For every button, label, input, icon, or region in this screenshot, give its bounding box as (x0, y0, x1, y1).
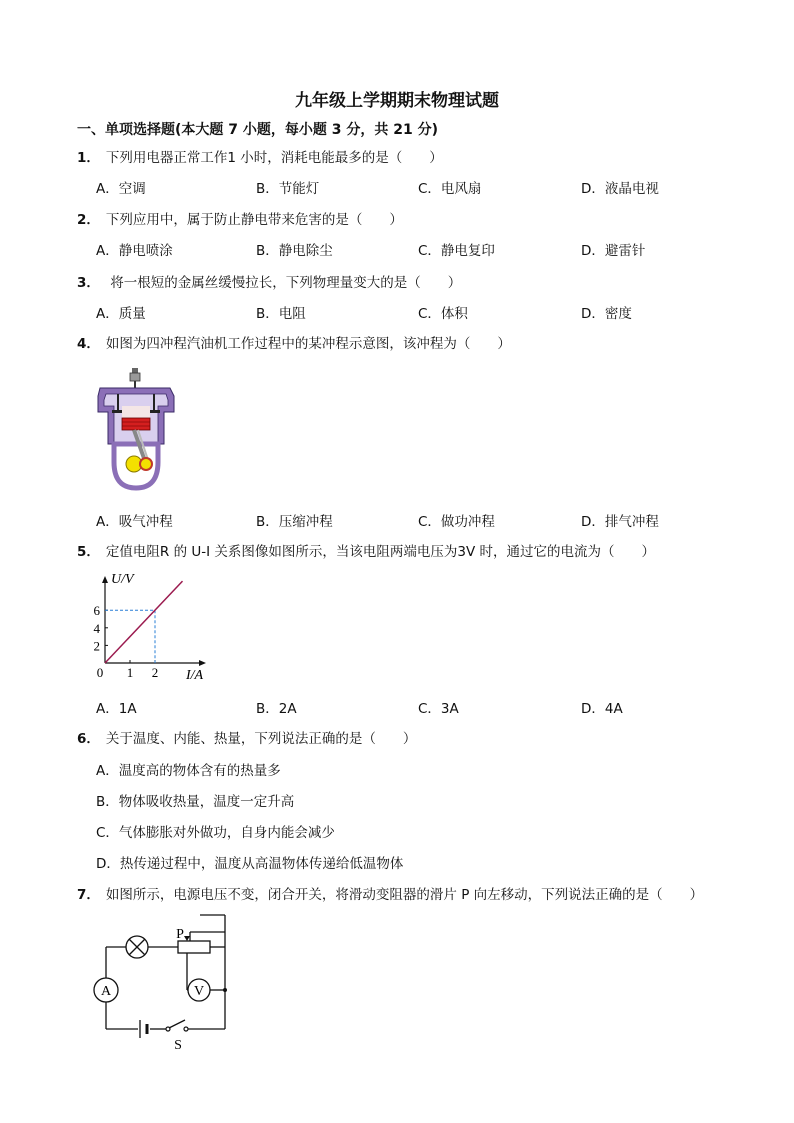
slider-label: P (176, 927, 184, 942)
q1-option-b: B．节能灯 (256, 181, 320, 197)
question-number: 4． (77, 336, 100, 352)
piston (122, 418, 150, 430)
q4-option-c: C．做功冲程 (418, 514, 495, 530)
series-line (105, 581, 183, 663)
spark-plug-body (130, 373, 140, 381)
q3-option-b: B．电阻 (256, 306, 306, 322)
engine-diagram (94, 366, 180, 496)
question-number: 2． (77, 212, 100, 228)
crank-pin (140, 458, 152, 470)
svg-text:A: A (100, 984, 112, 999)
lamp-icon (126, 936, 148, 958)
page-title: 九年级上学期期末物理试题 (295, 91, 499, 111)
question-text: 下列应用中，属于防止静电带来危害的是（ ） (105, 212, 403, 228)
q4-option-b: B．压缩冲程 (256, 514, 333, 530)
y-tick-label: 6 (93, 603, 100, 619)
voltmeter-icon (188, 979, 210, 1001)
section-heading: 一、单项选择题(本大题 7 小题，每小题 3 分，共 21 分) (77, 122, 439, 138)
question-2 (77, 208, 403, 228)
q1-option-a: A．空调 (96, 181, 146, 197)
svg-text:V: V (193, 984, 205, 999)
q2-option-c: C．静电复印 (418, 243, 495, 259)
question-text: 下列用电器正常工作1 小时，消耗电能最多的是（ ） (105, 150, 443, 166)
question-1 (77, 146, 443, 166)
question-number: 3． (77, 275, 100, 291)
question-number: 5． (77, 544, 100, 560)
question-text: 关于温度、内能、热量，下列说法正确的是（ ） (105, 731, 417, 747)
y-tick-label: 4 (93, 620, 100, 636)
question-5 (77, 540, 655, 560)
question-7 (77, 883, 703, 903)
q2-option-a: A．静电喷涂 (96, 243, 173, 259)
q6-option-c: C．气体膨胀对外做功，自身内能会减少 (96, 825, 335, 841)
slider-arrow-icon (184, 936, 190, 941)
question-3 (77, 271, 461, 291)
y-axis-label: U/V (111, 572, 134, 587)
combustion-chamber (122, 406, 150, 418)
question-number: 6． (77, 731, 100, 747)
q5-option-b: B．2A (256, 701, 297, 717)
q2-option-d: D．避雷针 (581, 243, 646, 259)
ui-chart (88, 568, 218, 686)
spark-plug-tip (132, 368, 138, 373)
q5-option-a: A．1A (96, 701, 137, 717)
q3-option-d: D．密度 (581, 306, 632, 322)
q2-option-b: B．静电除尘 (256, 243, 333, 259)
x-axis-arrow (199, 660, 206, 666)
q5-option-c: C．3A (418, 701, 459, 717)
q4-option-a: A．吸气冲程 (96, 514, 173, 530)
q1-option-d: D．液晶电视 (581, 181, 659, 197)
rheostat (178, 941, 210, 953)
y-axis-arrow (102, 576, 108, 583)
switch-label: S (174, 1038, 182, 1050)
q1-option-c: C．电风扇 (418, 181, 482, 197)
switch-icon (166, 1020, 188, 1031)
y-tick-label: 2 (93, 638, 100, 654)
q6-option-a: A．温度高的物体含有的热量多 (96, 763, 281, 779)
question-text: 定值电阻R 的 U-I 关系图像如图所示，当该电阻两端电压为3V 时，通过它的电流为（ ） (105, 544, 656, 560)
question-6 (77, 727, 416, 747)
x-tick-label: 0 (96, 665, 104, 680)
x-tick-label: 2 (151, 665, 159, 680)
battery-icon (140, 1020, 147, 1038)
question-text: 如图所示，电源电压不变，闭合开关，将滑动变阻器的滑片 P 向左移动，下列说法正确的是（ ） (105, 887, 704, 903)
q3-option-c: C．体积 (418, 306, 468, 322)
q6-option-d: D．热传递过程中，温度从高温物体传递给低温物体 (96, 856, 404, 872)
circuit-diagram (90, 910, 240, 1050)
q6-option-b: B．物体吸收热量，温度一定升高 (96, 794, 295, 810)
question-4 (77, 332, 511, 352)
q3-option-a: A．质量 (96, 306, 146, 322)
question-number: 1． (77, 150, 100, 166)
x-tick-label: 1 (126, 665, 134, 680)
junction-dot (223, 988, 227, 992)
q5-option-d: D．4A (581, 701, 623, 717)
ammeter-icon (94, 978, 118, 1002)
x-axis-label: I/A (186, 668, 204, 683)
question-text: 将一根短的金属丝缓慢拉长，下列物理量变大的是（ ） (105, 275, 462, 291)
q4-option-d: D．排气冲程 (581, 514, 659, 530)
question-text: 如图为四冲程汽油机工作过程中的某冲程示意图，该冲程为（ ） (105, 336, 511, 352)
question-number: 7． (77, 887, 100, 903)
